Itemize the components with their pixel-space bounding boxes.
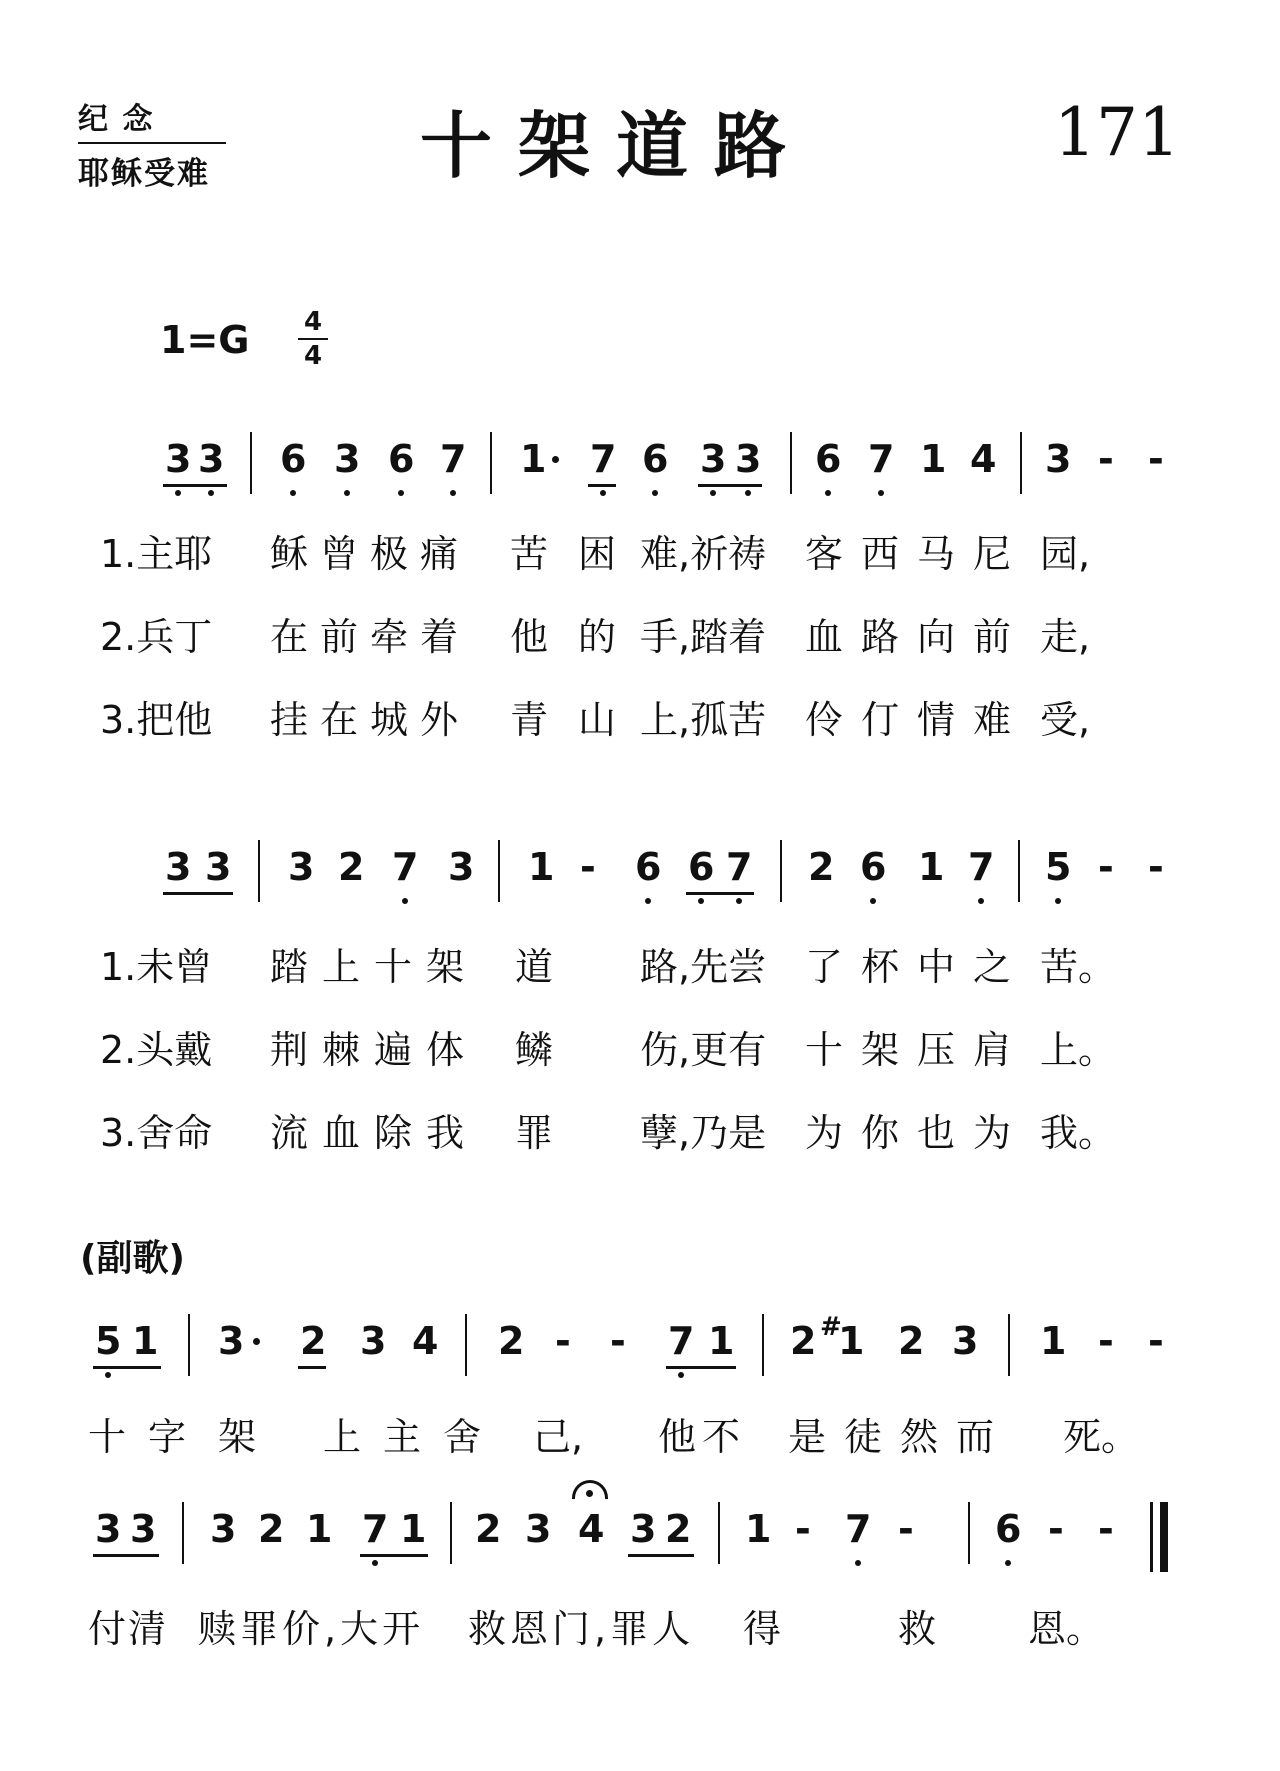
- note: 1: [528, 845, 555, 889]
- note: 3: [334, 437, 361, 481]
- note: 6: [815, 437, 842, 481]
- note: 1: [1040, 1319, 1067, 1363]
- time-signature-top: 4: [303, 307, 323, 337]
- refrain-label: (副歌): [80, 1238, 185, 1279]
- subcategory-label: 耶稣受难: [78, 156, 210, 192]
- dash: -: [1098, 1319, 1114, 1363]
- note: 1: [838, 1319, 865, 1363]
- note: 1: [520, 437, 547, 481]
- note: 6: [860, 845, 887, 889]
- note: 4: [970, 437, 997, 481]
- note: 3: [735, 437, 762, 481]
- note: 2: [498, 1319, 525, 1363]
- note: 6: [995, 1507, 1022, 1551]
- notation-staff-4: [0, 1507, 1280, 1590]
- note: 6: [388, 437, 415, 481]
- note: 7: [726, 845, 753, 889]
- note: 3: [448, 845, 475, 889]
- note: 7: [362, 1507, 389, 1551]
- note: 1: [400, 1507, 427, 1551]
- dash: -: [1148, 845, 1164, 889]
- note: 3: [95, 1507, 122, 1551]
- dash: -: [1098, 437, 1114, 481]
- note: 1: [745, 1507, 772, 1551]
- note: 2: [475, 1507, 502, 1551]
- dash: -: [1048, 1507, 1064, 1551]
- dash: -: [555, 1319, 571, 1363]
- dash: -: [580, 845, 596, 889]
- dash: -: [795, 1507, 811, 1551]
- fermata-icon: [572, 1480, 608, 1499]
- note: 2: [338, 845, 365, 889]
- note: 6: [642, 437, 669, 481]
- category-label: 纪 念: [78, 94, 226, 144]
- notation-staff-2: [0, 845, 1280, 928]
- note: 2: [790, 1319, 817, 1363]
- key-signature: 1=G: [160, 318, 250, 362]
- note: 3: [952, 1319, 979, 1363]
- note: 4: [578, 1507, 605, 1551]
- note: 1: [132, 1319, 159, 1363]
- note: 3: [360, 1319, 387, 1363]
- note: 2: [258, 1507, 285, 1551]
- sharp-sign: #: [820, 1312, 842, 1342]
- note: 3: [1045, 437, 1072, 481]
- note: 2: [300, 1319, 327, 1363]
- note: 3: [218, 1319, 245, 1363]
- note: 2: [898, 1319, 925, 1363]
- notation-staff-3: [0, 1312, 1280, 1402]
- note: 1: [918, 845, 945, 889]
- note: 3: [198, 437, 225, 481]
- note: 7: [845, 1507, 872, 1551]
- dash: -: [1098, 1507, 1114, 1551]
- note: 3: [210, 1507, 237, 1551]
- note: 6: [635, 845, 662, 889]
- note: 1: [306, 1507, 333, 1551]
- note: 1: [708, 1319, 735, 1363]
- dash: -: [610, 1319, 626, 1363]
- note: 7: [440, 437, 467, 481]
- note: 3: [165, 845, 192, 889]
- dash: -: [1098, 845, 1114, 889]
- note: 4: [412, 1319, 439, 1363]
- notation-staff-1: [0, 437, 1280, 520]
- time-signature: [298, 308, 328, 370]
- note: 1: [920, 437, 947, 481]
- note: 6: [688, 845, 715, 889]
- note: 7: [392, 845, 419, 889]
- hymn-number: 171: [1054, 94, 1180, 171]
- note: 7: [668, 1319, 695, 1363]
- note: 7: [968, 845, 995, 889]
- note: 7: [590, 437, 617, 481]
- note: 3: [205, 845, 232, 889]
- note: 3: [630, 1507, 657, 1551]
- note: 5: [95, 1319, 122, 1363]
- note: 6: [280, 437, 307, 481]
- note: 3: [700, 437, 727, 481]
- note: 2: [808, 845, 835, 889]
- note: 3: [525, 1507, 552, 1551]
- note: 2: [665, 1507, 692, 1551]
- note: 3: [130, 1507, 157, 1551]
- note: 3: [288, 845, 315, 889]
- note: 7: [868, 437, 895, 481]
- note: 5: [1045, 845, 1072, 889]
- time-signature-bottom: 4: [303, 341, 323, 371]
- dash: -: [898, 1507, 914, 1551]
- hymn-title: 十架道路: [420, 104, 813, 188]
- note: 3: [165, 437, 192, 481]
- dash: -: [1148, 437, 1164, 481]
- dash: -: [1148, 1319, 1164, 1363]
